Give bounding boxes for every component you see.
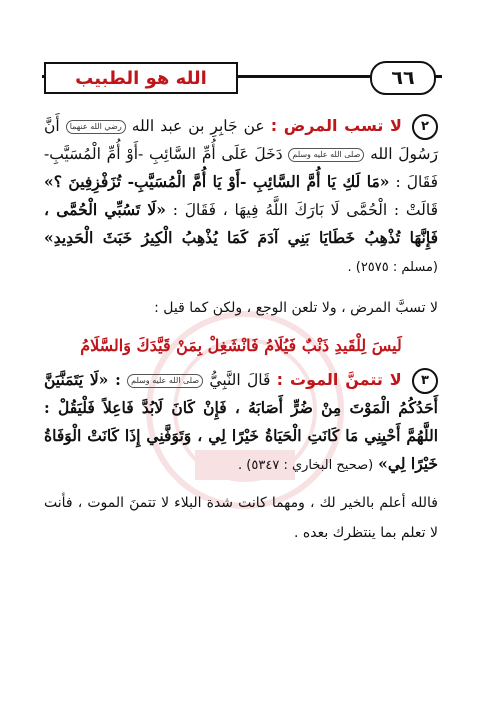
commentary: لا تسبَّ المرض ، ولا تلعن الوجع ، ولكن كما قيل : (154, 300, 438, 316)
poem-verse: لَيسَ لِلْقَيدِ ذَنْبٌ فَيُلَامُ فَانْشَغِلْ بِمَنْ قَيَّدَكَ وَالسَّلَامُ (80, 336, 402, 355)
hadith-reference: (مسلم : ٢٥٧٥) . (347, 260, 438, 275)
hadith-quote: «مَا لَكِ يَا أُمَّ السَّائِبِ -أَوْ يَا أُمَّ الْمُسَيَّبِ- تُزَفْزِفِينَ ؟» (44, 172, 390, 191)
hadith-text: قَالَتْ : الْحُمَّى لَا بَارَكَ اللَّهُ فِيهَا ، فَقَالَ : (172, 201, 439, 219)
page-header (42, 58, 442, 96)
hadith-text: دَخَلَ عَلَى أُمِّ السَّائِبِ -أَوْ أُمِّ الْمُسَيَّبِ- فَقَالَ : (44, 145, 438, 191)
honorific-badge: صلى الله عليه وسلم (288, 148, 364, 162)
honorific-badge: رضي الله عنهما (66, 120, 126, 134)
hadith-quote: : «لَا يَتَمَنَّيَنَّ أَحَدُكُمُ الْمَوْتَ مِنْ ضُرٍّ أَصَابَهُ ، فَإِنْ كَانَ لَابُدَّ فَاعِلاً فَلْيَقُلْ : اللَّهُمَّ أَحْيِنِي مَا كَانَتِ الْحَيَاةُ خَيْرًا لِي ، وَتَوَفَّنِي إِذَا كَانَتْ الْوَفَاةُ خَيْرًا لِي» (44, 370, 438, 473)
hadith-intro: قَالَ النَّبِيُّ (209, 371, 271, 389)
hadith-reference: (صحيح البخاري : ٥٣٤٧) . (238, 458, 374, 473)
hadith-text: أَنَّ رَسُولَ الله (44, 117, 439, 163)
section-title: لا تسب المرض : (270, 116, 402, 135)
book-title: الله هو الطبيب (44, 62, 238, 94)
section-title: لا تتمنَّ الموت : (276, 370, 402, 389)
section-number: ٢ (412, 114, 438, 140)
section-2 (44, 112, 438, 282)
section-number: ٣ (412, 368, 438, 394)
honorific-badge: صلى الله عليه وسلم (127, 374, 203, 388)
hadith-quote: «لَا تَسُبِّي الْحُمَّى ، فَإِنَّهَا تُذْهِبُ خَطَايَا بَنِي آدَمَ كَمَا يُذْهِبُ الْكِيرُ خَبَثَ الْحَدِيدِ» (44, 200, 438, 247)
hadith-intro: عن جَابِرِ بن عبد الله (131, 117, 265, 135)
commentary: فالله أعلم بالخير لك ، ومهما كانت شدة البلاء لا تتمنَ الموت ، فأنت لا تعلم بما ينتظرك بعده . (44, 495, 438, 541)
section-3 (44, 366, 438, 480)
page-number: ٦٦ (370, 61, 436, 95)
page-body (44, 112, 438, 548)
